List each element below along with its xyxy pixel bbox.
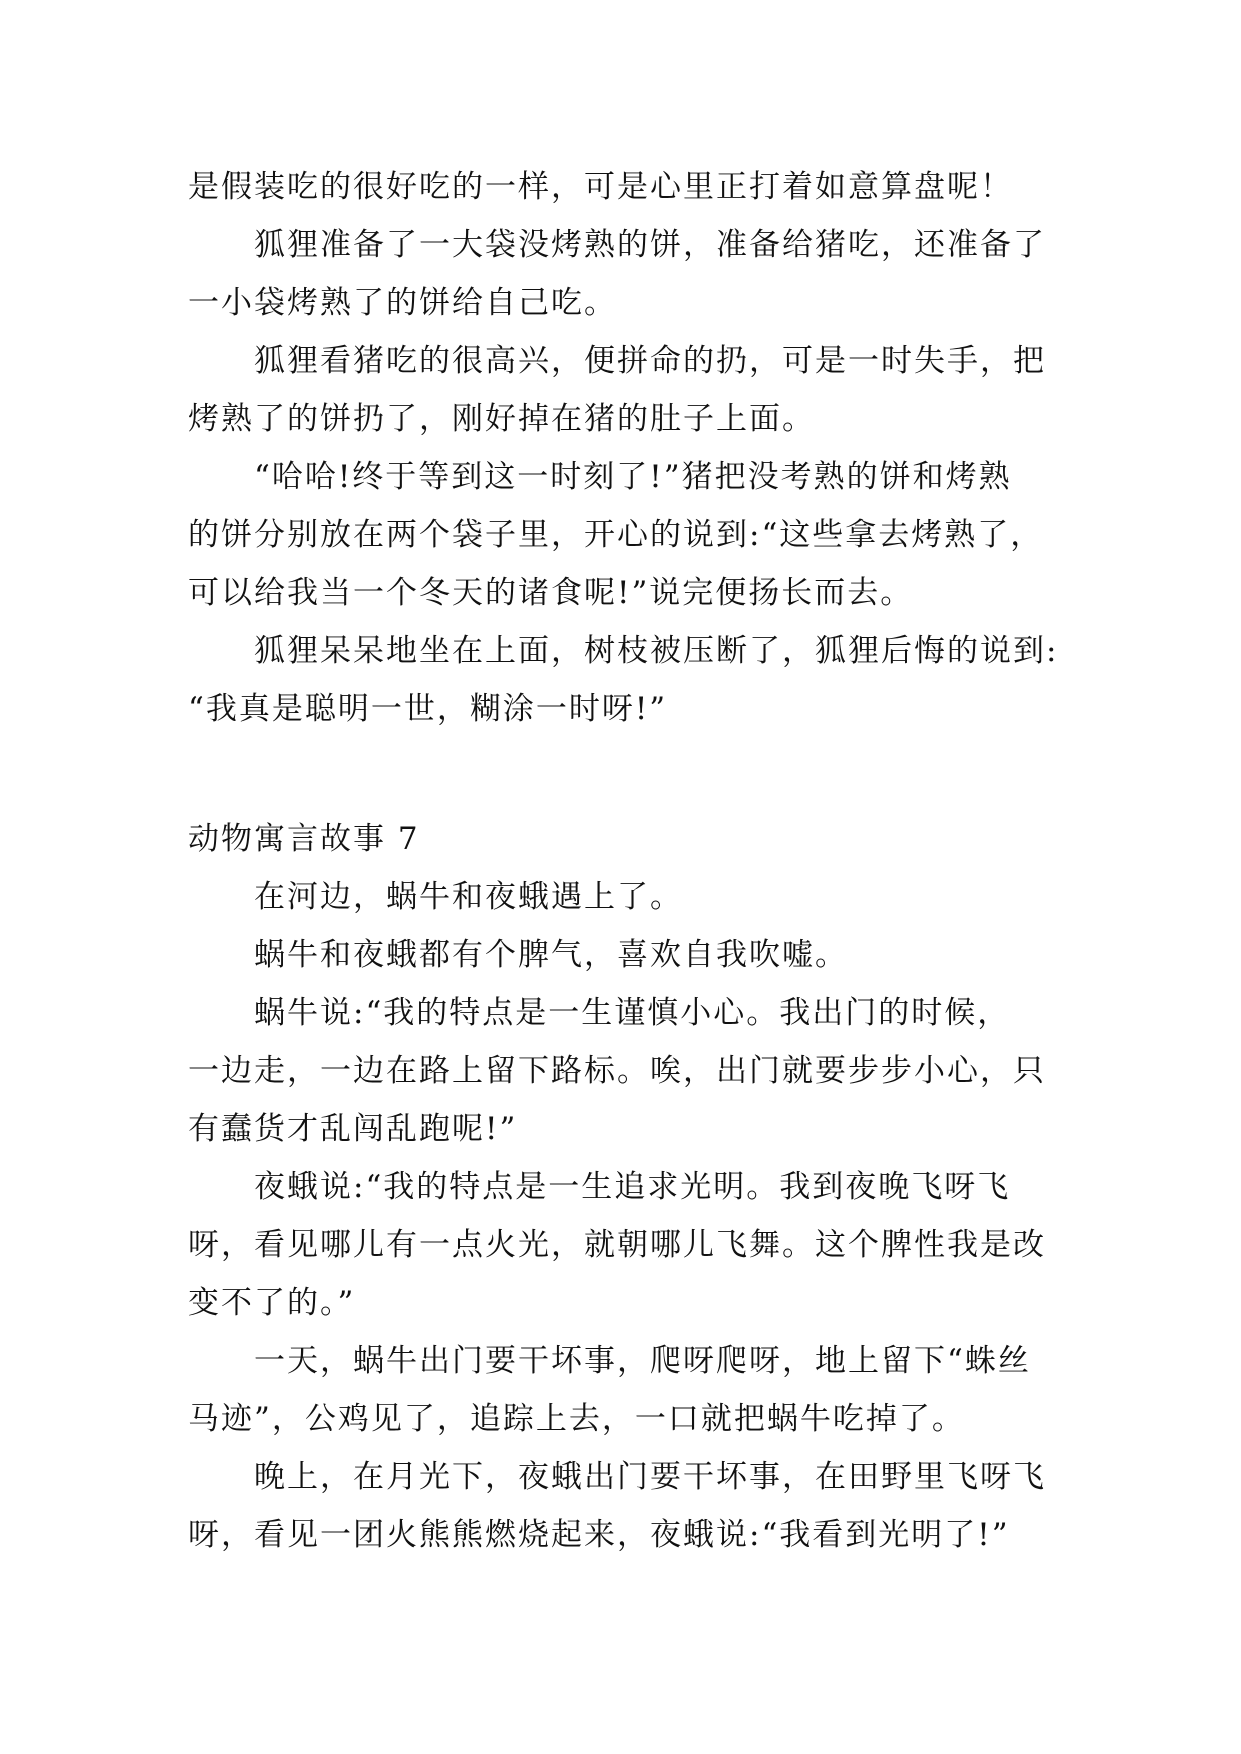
text-line: “哈哈!终于等到这一时刻了!”猪把没考熟的饼和烤熟 <box>254 459 1012 495</box>
text-line: 可以给我当一个冬天的诸食呢!”说完便扬长而去。 <box>188 575 914 611</box>
text-line: 一小袋烤熟了的饼给自己吃。 <box>188 285 617 321</box>
text-line: 蜗牛说:“我的特点是一生谨慎小心。我出门的时候， <box>254 995 1011 1031</box>
text-line: 狐狸呆呆地坐在上面，树枝被压断了，狐狸后悔的说到: <box>254 633 1059 669</box>
section-title: 动物寓言故事 7 <box>188 821 420 857</box>
text-line: 一边走，一边在路上留下路标。唉，出门就要步步小心，只 <box>188 1053 1046 1089</box>
text-line: 呀，看见哪儿有一点火光，就朝哪儿飞舞。这个脾性我是改 <box>188 1227 1046 1263</box>
text-line: 晚上，在月光下，夜蛾出门要干坏事，在田野里飞呀飞 <box>254 1459 1046 1495</box>
text-line: 在河边，蜗牛和夜蛾遇上了。 <box>254 879 683 915</box>
section-gap <box>188 738 1080 810</box>
text-line: 呀，看见一团火熊熊燃烧起来，夜蛾说:“我看到光明了!” <box>188 1517 1010 1553</box>
text-line: 蜗牛和夜蛾都有个脾气，喜欢自我吹嘘。 <box>254 937 848 973</box>
document-page <box>188 158 1080 1564</box>
text-line: 夜蛾说:“我的特点是一生追求光明。我到夜晚飞呀飞 <box>254 1169 1011 1205</box>
text-line: “我真是聪明一世，糊涂一时呀!” <box>188 691 668 727</box>
text-line: 烤熟了的饼扔了，刚好掉在猪的肚子上面。 <box>188 401 815 437</box>
text-line: 一天，蜗牛出门要干坏事，爬呀爬呀，地上留下“蛛丝 <box>254 1343 1031 1379</box>
text-line: 有蠢货才乱闯乱跑呢!” <box>188 1111 518 1147</box>
text-line: 是假装吃的很好吃的一样，可是心里正打着如意算盘呢！ <box>188 169 1013 205</box>
text-line: 狐狸看猪吃的很高兴，便拼命的扔，可是一时失手，把 <box>254 343 1046 379</box>
text-line: 的饼分别放在两个袋子里，开心的说到:“这些拿去烤熟了， <box>188 517 1044 553</box>
text-line: 变不了的。” <box>188 1285 356 1321</box>
text-line: 马迹”，公鸡见了，追踪上去，一口就把蜗牛吃掉了。 <box>188 1401 965 1437</box>
text-line: 狐狸准备了一大袋没烤熟的饼，准备给猪吃，还准备了 <box>254 227 1046 263</box>
